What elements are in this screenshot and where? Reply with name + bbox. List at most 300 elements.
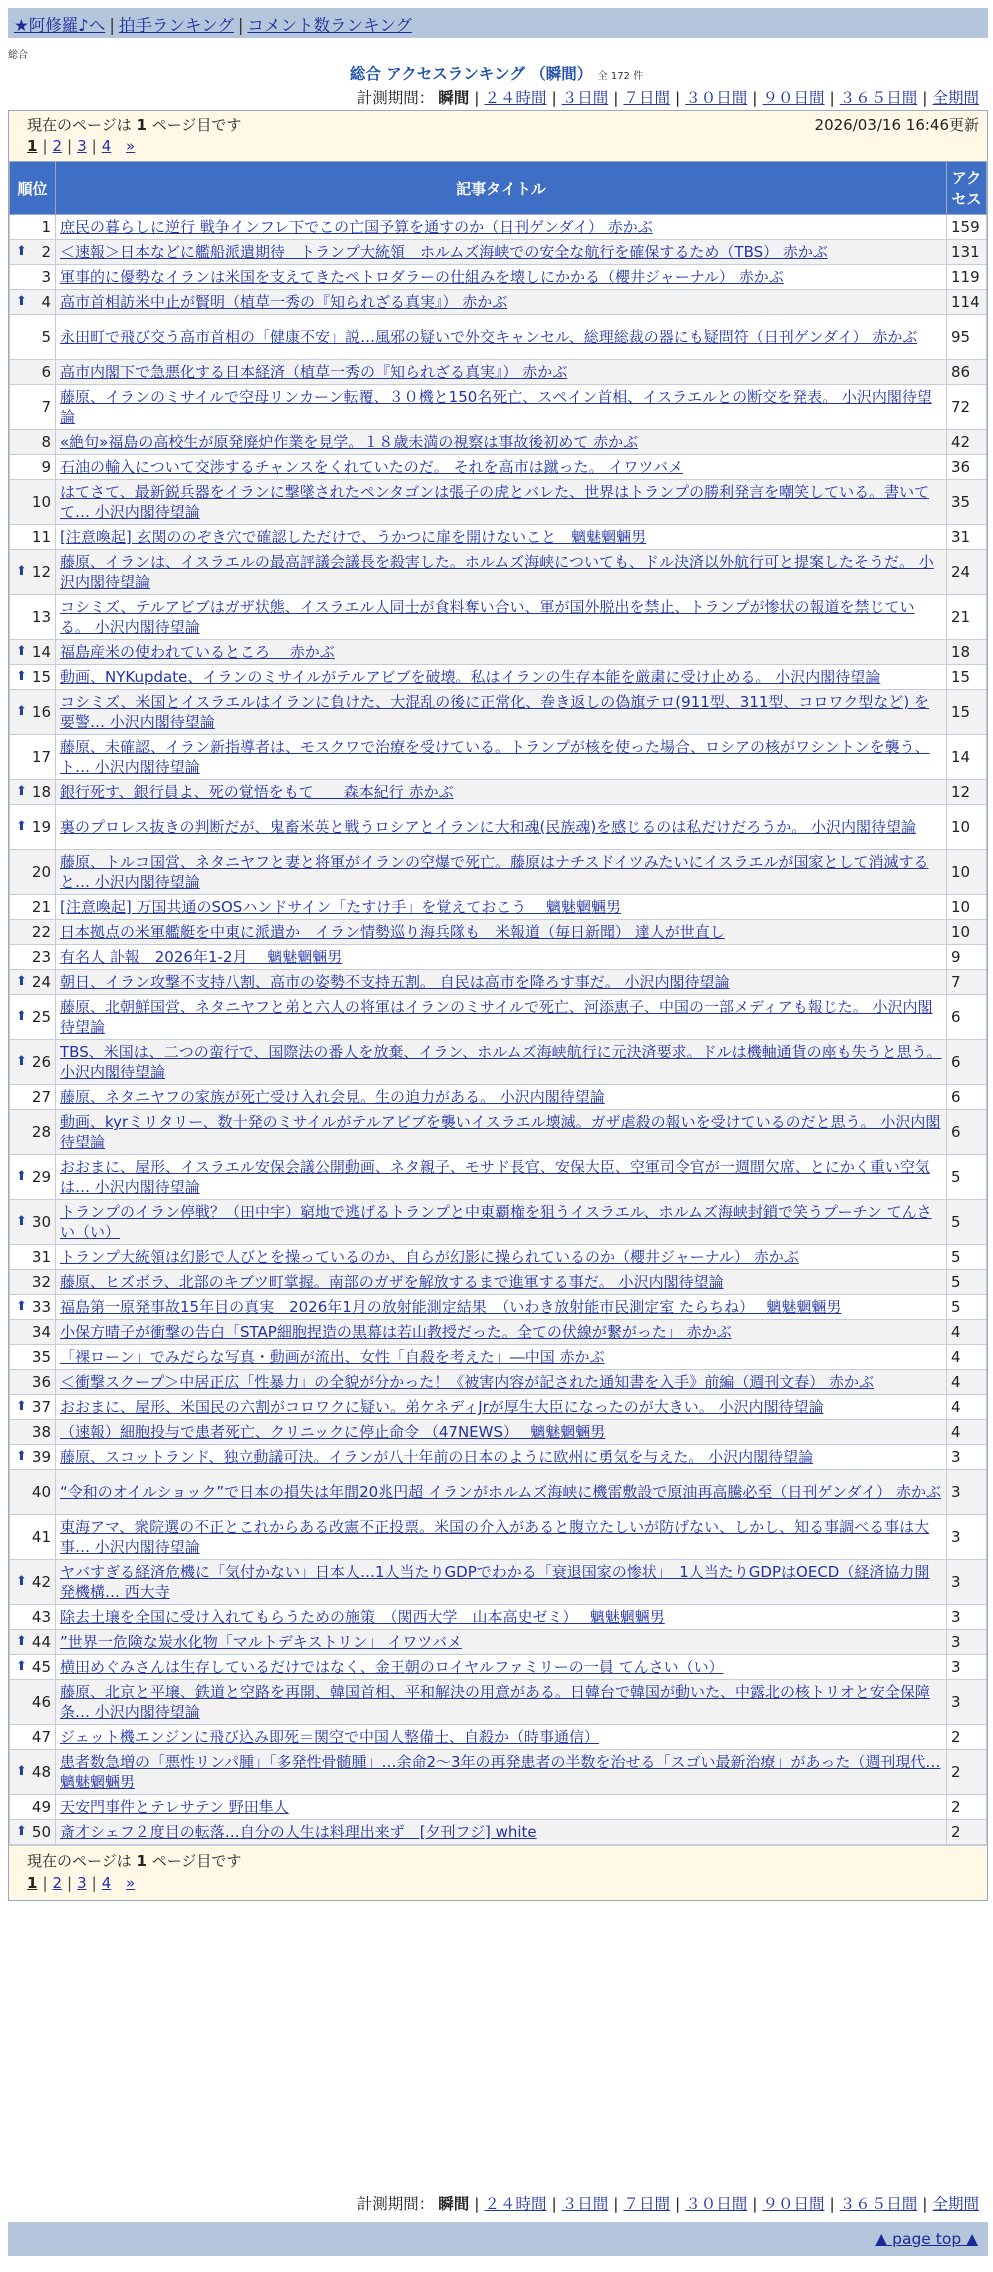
rank-number: 1 [41,218,51,236]
nav-link-asyura[interactable]: ★阿修羅♪へ [14,16,106,35]
period-option-link[interactable]: ７日間 [623,89,670,107]
article-title-link[interactable]: 藤原、ネタニヤフの家族が死亡受け入れ会見。生の迫力がある。 小沢内閣待望論 [60,1088,605,1106]
access-count: 4 [947,1320,987,1345]
rank-number: 37 [31,1398,51,1416]
title-cell [56,895,947,920]
title-cell [56,430,947,455]
rank-cell [10,665,56,690]
pager-top [9,111,987,161]
access-count: 31 [947,525,987,550]
title-cell [56,1320,947,1345]
table-row [10,1655,987,1680]
period-option-link[interactable]: ９０日間 [762,89,825,107]
table-row [10,1270,987,1295]
page-links [27,137,135,155]
rank-cell [10,1295,56,1320]
rank-number: 43 [31,1608,51,1626]
category-label: 総合 [8,50,28,61]
title-cell [56,265,947,290]
title-cell [56,550,947,595]
article-title-link[interactable]: 動画、kyrミリタリー、数十発のミサイルがテルアビブを襲いイスラエル壊滅。ガザ虐殺の報いを受けているのだと思う。 小沢内閣待望論 [60,1113,941,1151]
article-title-link[interactable]: トランプ大統領は幻影で人びとを操っているのか、自らが幻影に操られているのか（櫻井ジャーナル） 赤かぶ [60,1248,799,1266]
rank-cell [10,1605,56,1630]
period-option-link[interactable]: ３日間 [561,2195,609,2213]
article-title-link[interactable]: （速報）細胞投与で患者死亡、クリニックに停止命令 （47NEWS） 魑魅魍魎男 [60,1423,606,1441]
article-title-link[interactable]: 天安門事件とテレサテン 野田隼人 [60,1798,289,1816]
table-row [10,1370,987,1395]
period-separator: | [829,2195,835,2213]
title-cell [56,595,947,640]
article-title-link[interactable]: 高市首相訪米中止が賢明（植草一秀の『知られざる真実』） 赤かぶ [60,293,508,311]
period-option-link[interactable]: 全期間 [932,2195,979,2213]
rank-number: 30 [31,1213,51,1231]
title-cell [56,1245,947,1270]
title-cell [56,690,947,735]
rank-cell [10,850,56,895]
access-count: 5 [947,1270,987,1295]
next-page-link[interactable]: » [126,1874,136,1892]
rank-cell [10,1795,56,1820]
page-top-link[interactable]: ▲ page top ▲ [875,2230,978,2248]
period-separator: | [613,2195,619,2213]
rank-number: 38 [31,1423,51,1441]
article-title-link[interactable]: ＜速報＞日本などに艦船派遣期待 トランプ大統領 ホルムズ海峡での安全な航行を確保するため（TBS） 赤かぶ [60,243,828,261]
rank-cell [10,1820,56,1845]
rank-number: 20 [31,863,51,881]
rank-number: 29 [31,1168,51,1186]
rank-cell [10,1560,56,1605]
rank-cell [10,1155,56,1200]
title-cell [56,1110,947,1155]
title-cell [56,1560,947,1605]
rank-up-arrow-icon: ⬆ [16,1449,27,1464]
access-count: 3 [947,1515,987,1560]
title-cell [56,215,947,240]
rank-number: 2 [41,243,51,261]
period-separator: | [551,89,557,107]
period-separator: | [675,89,681,107]
access-count: 15 [947,665,987,690]
title-cell [56,240,947,265]
title-cell [56,290,947,315]
article-title-link[interactable]: 動画、NYKupdate、イランのミサイルがテルアビブを破壊。私はイランの生存本能を厳粛に受け止める。 小沢内閣待望論 [60,668,881,686]
table-row [10,290,987,315]
access-count: 3 [947,1655,987,1680]
title-cell [56,1795,947,1820]
access-count: 4 [947,1420,987,1445]
article-title-link[interactable]: 日本拠点の米軍艦艇を中東に派遣か イラン情勢巡り海兵隊も 米報道（毎日新聞） 達人が世直し [60,923,725,941]
table-row [10,1345,987,1370]
rank-number: 36 [31,1373,51,1391]
page-separator: | [42,1874,48,1892]
article-title-link[interactable]: はてさて、最新鋭兵器をイランに撃墜されたペンタゴンは張子の虎とバレた、世界はトランプの勝利発言を嘲笑している。書いてて… 小沢内閣待望論 [60,483,930,521]
article-title-link[interactable]: 「裸ローン」でみだらな写真・動画が流出、女性「自殺を考えた」―中国 赤かぶ [60,1348,605,1366]
rank-number: 44 [31,1633,51,1651]
article-title-link[interactable]: ”世界一危険な炭水化物「マルトデキストリン」 イワツバメ [60,1633,462,1651]
current-page-prefix: 現在のページは [27,1852,132,1870]
page-separator [116,1874,121,1892]
rank-number: 12 [31,563,51,581]
access-count: 5 [947,1200,987,1245]
rank-up-arrow-icon: ⬆ [16,819,27,834]
title-cell [56,1655,947,1680]
period-selector-top [357,86,979,108]
page-link[interactable]: 2 [52,1874,63,1892]
title-cell [56,1395,947,1420]
access-count: 35 [947,480,987,525]
table-row [10,735,987,780]
title-cell [56,945,947,970]
article-title-link[interactable]: 藤原、イランは、イスラエルの最高評議会議長を殺害した。ホルムズ海峡についても、ドル決済以外航行可と提案したそうだ。 小沢内閣待望論 [60,553,934,591]
rank-up-arrow-icon: ⬆ [16,1764,27,1779]
title-cell [56,1085,947,1110]
access-count: 5 [947,1155,987,1200]
article-title-link[interactable]: 福島産米の使われているところ 赤かぶ [60,643,335,661]
article-title-link[interactable]: 朝日、イラン攻撃不支持八割、高市の姿勢不支持五割。 自民は高市を降ろす事だ。 小沢内閣待望論 [60,973,730,991]
current-page-suffix: ページ目です [151,116,242,134]
period-selector-bottom [357,2192,979,2214]
rank-cell [10,215,56,240]
article-title-link[interactable]: 石油の輸入について交渉するチャンスをくれていたのだ。 それを高市は蹴った。 イワツバメ [60,458,684,476]
title-cell [56,1470,947,1515]
access-count: 6 [947,1085,987,1110]
access-count: 6 [947,995,987,1040]
page-link[interactable]: 2 [52,137,63,155]
article-title-link[interactable]: 庶民の暮らしに逆行 戦争インフレ下でこの亡国予算を通すのか（日刊ゲンダイ） 赤かぶ [60,218,653,236]
page-separator [116,137,121,155]
footer-bar [8,2222,988,2256]
rank-cell [10,595,56,640]
rank-cell [10,385,56,430]
table-row [10,1320,987,1345]
access-count: 21 [947,595,987,640]
table-row [10,525,987,550]
rank-number: 34 [31,1323,51,1341]
rank-number: 46 [31,1693,51,1711]
title-cell [56,665,947,690]
rank-number: 47 [31,1728,51,1746]
updated-timestamp: 2026/03/16 16:46更新 [814,116,979,134]
article-title-link[interactable]: 藤原、スコットランド、独立動議可決。イランが八十年前の日本のように欧州に勇気を与えた。 小沢内閣待望論 [60,1448,814,1466]
rank-number: 7 [41,398,51,416]
table-row [10,640,987,665]
top-nav [8,8,988,38]
period-separator: | [551,2195,557,2213]
page-separator: | [91,137,97,155]
current-page-suffix: ページ目です [151,1852,242,1870]
rank-cell [10,805,56,850]
rank-cell [10,780,56,805]
article-title-link[interactable]: 藤原、北朝鮮国営、ネタニヤフと弟と六人の将軍はイランのミサイルで死亡、河添恵子、中国の一部メディアも報じた。 小沢内閣待望論 [60,998,933,1036]
access-count: 4 [947,1345,987,1370]
article-title-link[interactable]: 藤原、イランのミサイルで空母リンカーン転覆、３０機と150名死亡、スペイン首相、イスラエルとの断交を発表。 小沢内閣待望論 [60,388,932,426]
access-count: 2 [947,1820,987,1845]
rank-up-arrow-icon: ⬆ [16,1824,27,1839]
article-title-link[interactable]: 銀行死す、銀行員よ、死の覚悟をもて 森本紀行 赤かぶ [60,783,454,801]
header-count: アクセス [947,162,987,215]
table-row [10,455,987,480]
rank-up-arrow-icon: ⬆ [16,1009,27,1024]
article-title-link[interactable]: [注意喚起] 玄関ののぞき穴で確認しただけで、うかつに扉を開けないこと 魑魅魍魎男 [60,528,647,546]
access-count: 36 [947,455,987,480]
rank-up-arrow-icon: ⬆ [16,294,27,309]
article-title-link[interactable]: 永田町で飛び交う高市首相の「健康不安」説…風邪の疑いで外交キャンセル、総理総裁の器にも疑問符（日刊ゲンダイ） 赤かぶ [60,328,918,346]
item-count: 全 172 件 [597,71,644,82]
access-count: 10 [947,805,987,850]
rank-cell [10,290,56,315]
table-row [10,1795,987,1820]
next-page-link[interactable]: » [126,137,136,155]
rank-cell [10,1470,56,1515]
rank-number: 16 [31,703,51,721]
table-row [10,805,987,850]
rank-cell [10,1680,56,1725]
title-cell [56,315,947,360]
access-count: 42 [947,430,987,455]
rank-up-arrow-icon: ⬆ [16,244,27,259]
title-cell [56,1750,947,1795]
table-row [10,360,987,385]
rank-up-arrow-icon: ⬆ [16,1634,27,1649]
current-page-text-bottom [27,1850,241,1871]
access-count: 95 [947,315,987,360]
access-count: 4 [947,1370,987,1395]
table-row [10,1110,987,1155]
table-row [10,1200,987,1245]
title-cell [56,920,947,945]
title-cell [56,735,947,780]
ranking-rows [10,215,987,1845]
article-title-link[interactable]: 小保方晴子が衝撃の告白「STAP細胞捏造の黒幕は若山教授だった。全ての伏線が繋がった」 赤かぶ [60,1323,732,1341]
rank-up-arrow-icon: ⬆ [16,1574,27,1589]
title-cell [56,1445,947,1470]
article-title-link[interactable]: ＜衝撃スクープ＞中居正広「性暴力」の全貌が分かった！《被害内容が記された通知書を入手》前編（週刊文春） 赤かぶ [60,1373,875,1391]
rank-cell [10,1200,56,1245]
table-row [10,1420,987,1445]
title-cell [56,1270,947,1295]
table-row [10,1040,987,1085]
nav-separator: | [237,16,244,35]
title-cell [56,970,947,995]
rank-number: 33 [31,1298,51,1316]
rank-number: 19 [31,818,51,836]
table-row [10,665,987,690]
rank-cell [10,1270,56,1295]
period-separator: | [613,89,619,107]
rank-number: 9 [41,458,51,476]
period-option-link[interactable]: ３０日間 [685,2195,748,2213]
rank-cell [10,640,56,665]
nav-separator: | [109,16,115,35]
table-row [10,945,987,970]
ranking-panel [8,110,988,1901]
article-title-link[interactable]: 藤原、トルコ国営、ネタニヤフと妻と将軍がイランの空爆で死亡。藤原はナチスドイツみたいにイスラエルが国家として消滅すると… 小沢内閣待望論 [60,853,929,891]
title-cell [56,1605,947,1630]
rank-number: 21 [31,898,51,916]
rank-cell [10,1040,56,1085]
access-count: 86 [947,360,987,385]
rank-up-arrow-icon: ⬆ [16,1214,27,1229]
rank-cell [10,1395,56,1420]
article-title-link[interactable]: “令和のオイルショック”で日本の損失は年間20兆円超 イランがホルムズ海峡に機雷敷設で原油再高騰必至（日刊ゲンダイ） 赤かぶ [60,1483,941,1501]
title-cell [56,1820,947,1845]
title-cell [56,1345,947,1370]
period-option-link[interactable]: ７日間 [623,2195,670,2213]
rank-number: 48 [31,1763,51,1781]
title-cell [56,385,947,430]
article-title-link[interactable]: 藤原、未確認、イラン新指導者は、モスクワで治療を受けている。トランプが核を使った場合、ロシアの核がワシントンを襲う、ト… 小沢内閣待望論 [60,738,930,776]
article-title-link[interactable]: おおまに、屋形、米国民の六割がコロワクに疑い。弟ケネディJrが厚生大臣になったのが大きい。 小沢内閣待望論 [60,1398,824,1416]
table-row [10,1515,987,1560]
title-cell [56,1370,947,1395]
article-title-link[interactable]: 高市内閣下で急悪化する日本経済（植草一秀の『知られざる真実』） 赤かぶ [60,363,568,381]
period-label: 計測期間： [356,2195,435,2213]
access-count: 9 [947,945,987,970]
article-title-link[interactable]: おおまに、屋形、イスラエル安保会議公開動画、ネタ親子、モサド長官、安保大臣、空軍司令官が一週間欠席、とにかく重い空気は… 小沢内閣待望論 [60,1158,930,1196]
rank-cell [10,550,56,595]
access-count: 5 [947,1245,987,1270]
rank-number: 13 [31,608,51,626]
period-separator: | [474,2195,480,2213]
rank-number: 8 [41,433,51,451]
rank-up-arrow-icon: ⬆ [16,1399,27,1414]
article-title-link[interactable]: 有名人 訃報 2026年1-2月 魑魅魍魎男 [60,948,343,966]
rank-number: 41 [31,1528,51,1546]
rank-cell [10,1445,56,1470]
table-row [10,1630,987,1655]
table-row [10,1085,987,1110]
rank-number: 5 [41,328,51,346]
nav-link-clap-ranking[interactable]: 拍手ランキング [118,16,234,35]
rank-up-arrow-icon: ⬆ [16,974,27,989]
article-title-link[interactable]: ヤバすぎる経済危機に「気付かない」日本人…1人当たりGDPでわかる「衰退国家の惨状」 1人当たりGDPはOECD（経済協力開発機構… 西大寺 [60,1563,930,1601]
rank-up-arrow-icon: ⬆ [16,1054,27,1069]
page-link[interactable]: 4 [101,1874,112,1892]
rank-cell [10,895,56,920]
rank-cell [10,995,56,1040]
article-title-link[interactable]: 東海アマ、衆院選の不正とこれからある改憲不正投票。米国の介入があると腹立たしいが防げない、しかし、知る事調べる事は大事… 小沢内閣待望論 [60,1518,930,1556]
access-count: 10 [947,920,987,945]
period-option-link[interactable]: ３６５日間 [839,89,918,107]
article-title-link[interactable]: 裏のプロレス抜きの判断だが、鬼畜米英と戦うロシアとイランに大和魂(民族魂)を感じるのは私だけだろうか。 小沢内閣待望論 [60,818,917,836]
period-option-link[interactable]: ３日間 [561,89,609,107]
rank-cell [10,920,56,945]
access-count: 3 [947,1445,987,1470]
rank-number: 50 [31,1823,51,1841]
title-cell [56,1040,947,1085]
page-title-text: 総合 アクセスランキング （瞬間） [349,65,593,83]
article-title-link[interactable]: TBS、米国は、二つの蛮行で、国際法の番人を放棄、イラン、ホルムズ海峡航行に元決済要求。ドルは機軸通貨の座も失うと思う。 小沢内閣待望論 [60,1043,942,1081]
rank-cell [10,1515,56,1560]
table-row [10,1750,987,1795]
article-title-link[interactable]: 軍事的に優勢なイランは米国を支えてきたペトロダラーの仕組みを壊しにかかる（櫻井ジャーナル） 赤かぶ [60,268,784,286]
current-page-number: 1 [136,1852,147,1870]
page-title [0,62,993,84]
rank-number: 10 [31,493,51,511]
access-count: 2 [947,1750,987,1795]
period-option-link[interactable]: ９０日間 [762,2195,825,2213]
rank-number: 31 [31,1248,51,1266]
article-title-link[interactable]: [注意喚起] 万国共通のSOSハンドサイン「たすけ手」を覚えておこう 魑魅魍魎男 [60,898,622,916]
article-title-link[interactable]: 除去土壌を全国に受け入れてもらうための施策 （関西大学 山本高史ゼミ） 魑魅魍魎男 [60,1608,665,1626]
table-row [10,780,987,805]
article-title-link[interactable]: コシミズ、テルアビブはガザ状態、イスラエル人同士が食料奪い合い、軍が国外脱出を禁止、トランプが惨状の報道を禁じている。 小沢内閣待望論 [60,598,915,636]
rank-cell [10,1725,56,1750]
article-title-link[interactable]: 福島第一原発事故15年目の真実 2026年1月の放射能測定結果 （いわき放射能市民測定室 たらちね） 魑魅魍魎男 [60,1298,842,1316]
table-row [10,690,987,735]
rank-cell [10,970,56,995]
access-count: 18 [947,640,987,665]
period-option-link[interactable]: ２４時間 [484,89,547,107]
page-link[interactable]: 3 [77,137,87,155]
article-title-link[interactable]: ジェット機エンジンに飛び込み即死＝関空で中国人整備士、自殺か（時事通信） [60,1728,599,1746]
article-title-link[interactable]: 藤原、北京と平壌、鉄道と空路を再開、韓国首相、平和解決の用意がある。日韓台で韓国が動いた、中露北の核トリオと安全保障条… 小沢内閣待望論 [60,1683,930,1721]
table-row [10,215,987,240]
table-row [10,430,987,455]
access-count: 7 [947,970,987,995]
rank-cell [10,1320,56,1345]
article-title-link[interactable]: コシミズ、米国とイスラエルはイランに負けた、大混乱の後に正常化、巻き返しの偽旗テロ(911型、311型、コロワク型など) を要警… 小沢内閣待望論 [60,693,930,731]
table-row [10,1395,987,1420]
period-option-link[interactable]: ３０日間 [685,89,748,107]
access-count: 4 [947,1395,987,1420]
article-title-link[interactable]: 患者数急増の「悪性リンパ腫」「多発性骨髄腫」…余命2～3年の再発患者の半数を治せる「スゴい最新治療」があった（週刊現代… 魑魅魍魎男 [60,1753,941,1791]
table-row [10,385,987,430]
period-option-link[interactable]: ３６５日間 [839,2195,918,2213]
page-link[interactable]: 3 [77,1874,87,1892]
article-title-link[interactable]: 斎才シェフ２度目の転落…自分の人生は料理出来ず [夕刊フジ] white [60,1823,537,1841]
rank-cell [10,1750,56,1795]
article-title-link[interactable]: 横田めぐみさんは生存しているだけではなく、金王朝のロイヤルファミリーの一員 てんさい（い） [60,1658,724,1676]
current-page-number: 1 [136,116,147,134]
rank-cell [10,1345,56,1370]
rank-number: 3 [41,268,51,286]
rank-up-arrow-icon: ⬆ [16,1659,27,1674]
period-current: 瞬間 [438,2195,470,2213]
article-title-link[interactable]: 藤原、ヒズボラ、北部のキブツ町掌握。南部のガザを解放するまで進軍する事だ。 小沢内閣待望論 [60,1273,724,1291]
table-row [10,240,987,265]
article-title-link[interactable]: トランプのイラン停戦？（田中宇）窮地で逃げるトランプと中東覇権を狙うイスラエル、ホルムズ海峡封鎖で笑うプーチン てんさい（い） [60,1203,932,1241]
period-current: 瞬間 [438,89,470,107]
period-option-link[interactable]: 全期間 [932,89,979,107]
rank-number: 42 [31,1573,51,1591]
nav-link-comment-ranking[interactable]: コメント数ランキング [247,16,412,35]
article-title-link[interactable]: «絶句»福島の高校生が原発廃炉作業を見学。１８歳未満の視察は事故後初めて 赤かぶ [60,433,639,451]
rank-cell [10,315,56,360]
rank-number: 4 [41,293,51,311]
rank-cell [10,240,56,265]
rank-cell [10,525,56,550]
rank-cell [10,480,56,525]
title-cell [56,480,947,525]
access-count: 14 [947,735,987,780]
page-link[interactable]: 4 [101,137,112,155]
rank-cell [10,1420,56,1445]
table-row [10,895,987,920]
period-option-link[interactable]: ２４時間 [484,2195,547,2213]
rank-cell [10,1110,56,1155]
rank-number: 11 [31,528,51,546]
rank-number: 23 [31,948,51,966]
table-row [10,315,987,360]
rank-up-arrow-icon: ⬆ [16,669,27,684]
title-cell [56,1630,947,1655]
table-row [10,595,987,640]
rank-cell [10,1085,56,1110]
access-count: 10 [947,895,987,920]
title-cell [56,1155,947,1200]
ranking-table [9,161,987,1845]
